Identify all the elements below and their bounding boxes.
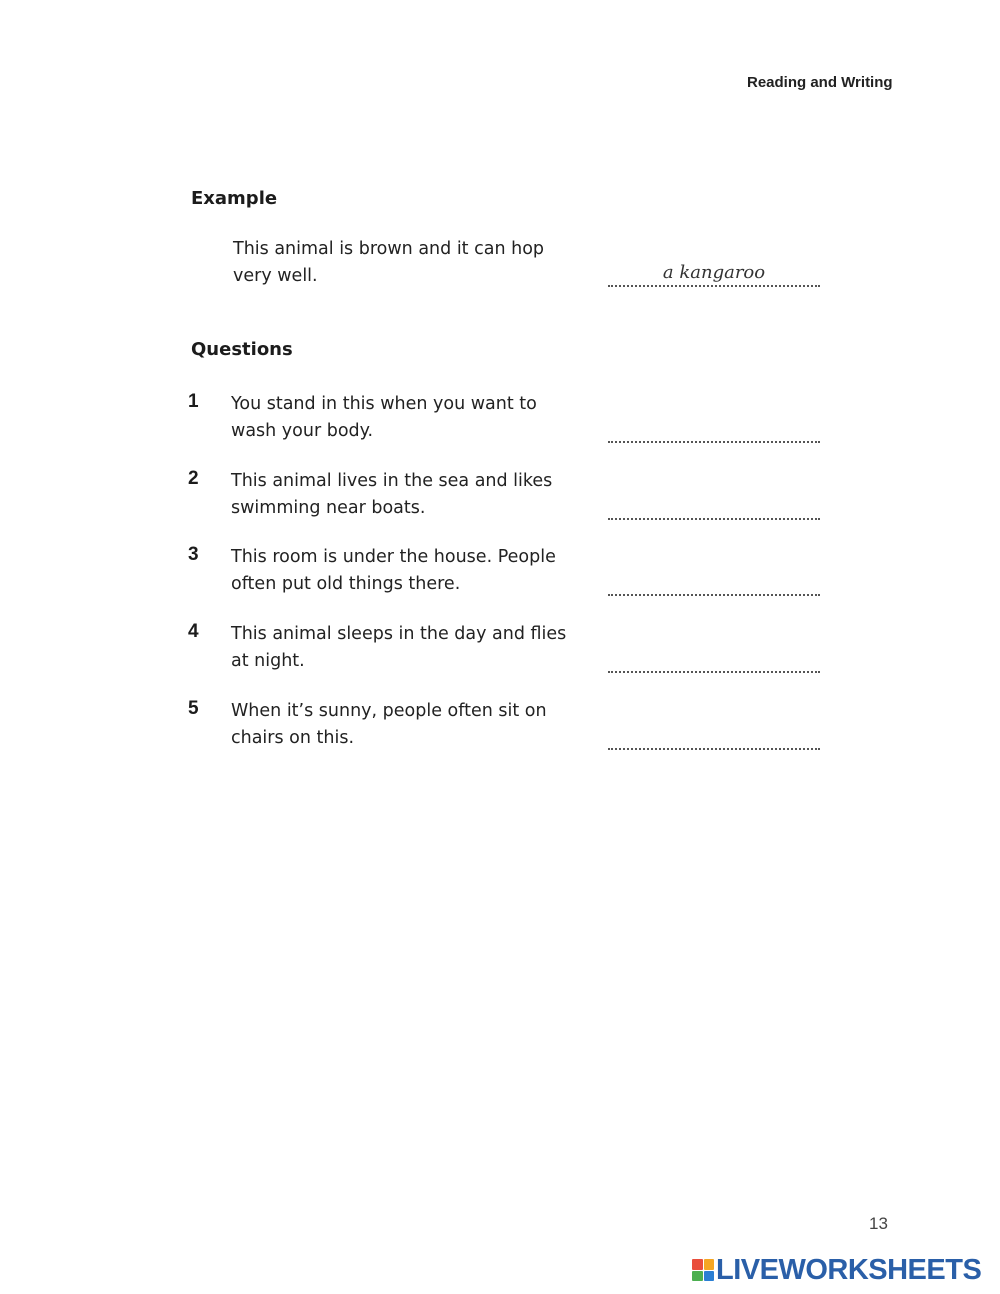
example-heading: Example [191,188,278,209]
example-item [188,236,828,296]
question-number: 3 [188,544,199,565]
question-text [231,544,571,598]
question-number: 1 [188,391,199,412]
question-text [231,468,571,522]
section-title: Reading and Writing [747,74,893,91]
question-number: 5 [188,698,199,719]
question-number: 2 [188,468,199,489]
question-text [231,621,571,675]
question-line: When it’s sunny, people often sit on [231,701,547,721]
question-line: chairs on this. [231,728,355,748]
question-line: often put old things there. [231,574,461,594]
question-number: 4 [188,621,199,642]
question-item [188,621,828,681]
question-line: This animal lives in the sea and likes [231,471,553,491]
question-line: This room is under the house. People [231,547,556,567]
questions-heading: Questions [191,339,293,360]
liveworksheets-brand: LIVEWORKSHEETS [716,1253,982,1286]
answer-field-4[interactable] [608,649,820,673]
example-line: very well. [233,266,318,286]
example-line: This animal is brown and it can hop [233,239,545,259]
question-line: swimming near boats. [231,498,426,518]
answer-field-2[interactable] [608,496,820,520]
example-answer: a kangaroo [608,261,820,287]
liveworksheets-logo [692,1255,981,1285]
question-item [188,468,828,528]
answer-field-5[interactable] [608,726,820,750]
page-number: 13 [869,1214,888,1233]
question-line: You stand in this when you want to [231,394,537,414]
question-item [188,391,828,451]
question-line: wash your body. [231,421,374,441]
liveworksheets-icon [692,1259,714,1281]
answer-field-3[interactable] [608,572,820,596]
question-text [231,391,571,445]
logo-square [704,1271,715,1282]
logo-square [692,1271,703,1282]
logo-square [692,1259,703,1270]
answer-field-1[interactable] [608,419,820,443]
logo-square [704,1259,715,1270]
question-item [188,698,828,758]
example-text [233,236,573,290]
question-item [188,544,828,604]
question-line: This animal sleeps in the day and flies [231,624,567,644]
question-line: at night. [231,651,305,671]
question-text [231,698,571,752]
